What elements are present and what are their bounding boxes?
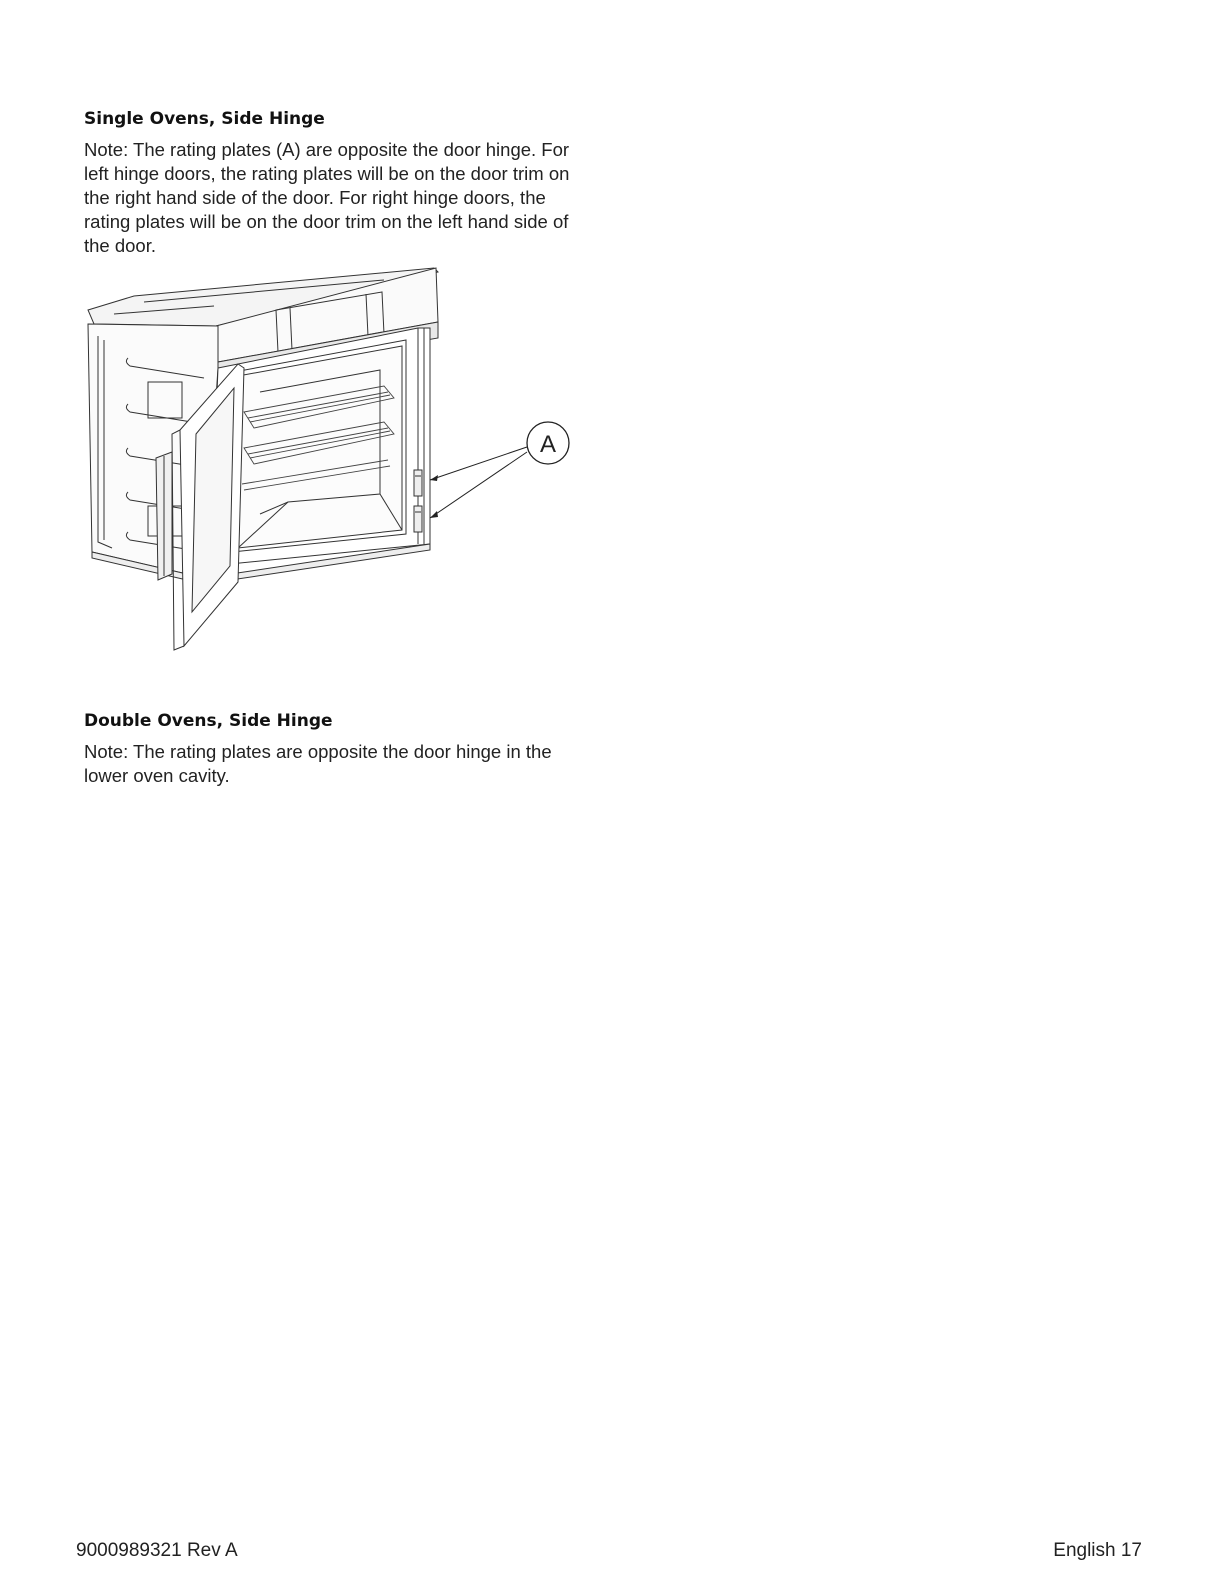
- note-single-ovens: Note: The rating plates (A) are opposite the door hinge. For left hinge doors, the rating plates will be on the door trim on the right hand side of the door. For right hinge doors, the rating plates will be on the door trim on the left hand side of the door.: [84, 139, 570, 256]
- oven-open-door-illustration: [84, 262, 584, 652]
- note-double-ovens: Note: The rating plates are opposite the door hinge in the lower oven cavity.: [84, 741, 552, 786]
- callout-label-a: A: [539, 431, 557, 458]
- section-heading-single-ovens: Single Ovens, Side Hinge: [84, 109, 325, 129]
- footer-doc-number: 9000989321 Rev A: [76, 1540, 238, 1561]
- footer-page-label: English 17: [1053, 1540, 1142, 1561]
- section-heading-double-ovens: Double Ovens, Side Hinge: [84, 711, 333, 731]
